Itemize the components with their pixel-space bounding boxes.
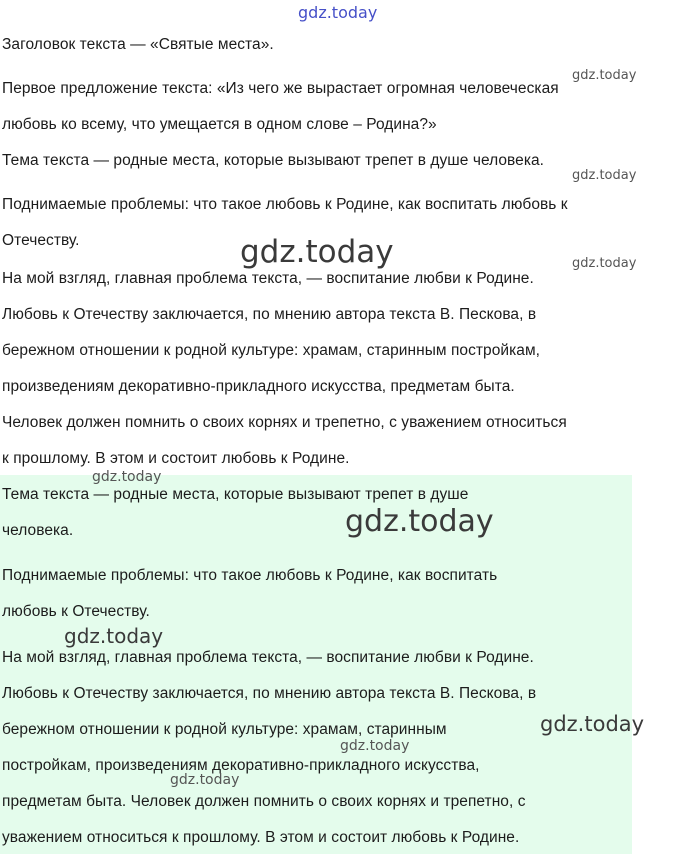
hl-opinion-line-1: На мой взгляд, главная проблема текста, — воспитание любви к Родине. bbox=[2, 649, 534, 666]
watermark: gdz.today bbox=[340, 738, 410, 754]
watermark: gdz.today bbox=[572, 256, 637, 271]
hl-opinion-line-6: уважением относиться к прошлому. В этом и состоит любовь к Родине. bbox=[2, 829, 520, 846]
watermark: gdz.today bbox=[92, 469, 162, 485]
problems-line-2: Отечеству. bbox=[2, 232, 80, 249]
opinion-line-1: На мой взгляд, главная проблема текста, — воспитание любви к Родине. bbox=[2, 270, 534, 287]
hl-theme-line-2: человека. bbox=[2, 522, 74, 539]
heading-line: Заголовок текста — «Святые места». bbox=[2, 36, 274, 53]
hl-opinion-line-2: Любовь к Отечеству заключается, по мнению автора текста В. Пескова, в bbox=[2, 685, 537, 702]
watermark: gdz.today bbox=[345, 504, 494, 539]
opinion-line-2: Любовь к Отечеству заключается, по мнению автора текста В. Пескова, в bbox=[2, 306, 537, 323]
watermark: gdz.today bbox=[540, 712, 645, 736]
opinion-line-5: Человек должен помнить о своих корнях и трепетно, с уважением относиться bbox=[2, 414, 567, 431]
opinion-line-4: произведениям декоративно-прикладного искусства, предметам быта. bbox=[2, 378, 515, 395]
hl-problems-line-1: Поднимаемые проблемы: что такое любовь к Родине, как воспитать bbox=[2, 567, 498, 584]
watermark: gdz.today bbox=[64, 624, 164, 648]
first-sentence-line-1: Первое предложение текста: «Из чего же вырастает огромная человеческая bbox=[2, 80, 559, 97]
hl-problems-line-2: любовь к Отечеству. bbox=[2, 603, 150, 620]
watermark: gdz.today bbox=[170, 772, 240, 788]
first-sentence-line-2: любовь ко всему, что умещается в одном слове – Родина?» bbox=[2, 116, 437, 133]
problems-line-1: Поднимаемые проблемы: что такое любовь к Родине, как воспитать любовь к bbox=[2, 196, 568, 213]
hl-theme-line-1: Тема текста — родные места, которые вызывают трепет в душе bbox=[2, 486, 469, 503]
watermark-top: gdz.today bbox=[298, 3, 378, 22]
hl-opinion-line-5: предметам быта. Человек должен помнить о своих корнях и трепетно, с bbox=[2, 793, 526, 810]
opinion-line-3: бережном отношении к родной культуре: храмам, старинным постройкам, bbox=[2, 342, 541, 359]
watermark: gdz.today bbox=[240, 234, 394, 270]
watermark: gdz.today bbox=[572, 68, 637, 83]
watermark: gdz.today bbox=[572, 168, 637, 183]
hl-opinion-line-4: постройкам, произведениям декоративно-прикладного искусства, bbox=[2, 757, 480, 774]
theme-line: Тема текста — родные места, которые вызывают трепет в душе человека. bbox=[2, 152, 545, 169]
hl-opinion-line-3: бережном отношении к родной культуре: храмам, старинным bbox=[2, 721, 447, 738]
opinion-line-6: к прошлому. В этом и состоит любовь к Родине. bbox=[2, 450, 350, 467]
